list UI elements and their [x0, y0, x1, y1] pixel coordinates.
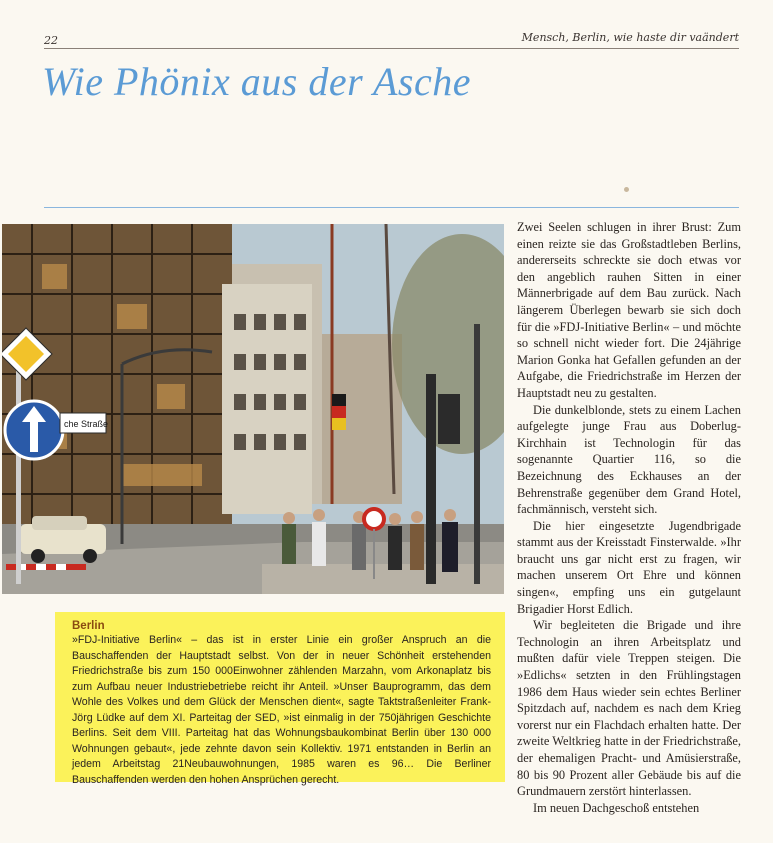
article-paragraph: Zwei Seelen schlugen in ihrer Brust: Zum einen reizte sie das Großstadtleben Berlins, andererseits schreckte sie doch etwas vor den angeblich rauhen Sitten in einer Männerbrigade auf dem Bau zurück. Nach längerem Überlegen bewarb sie sich doch für die »FDJ-Initiative Berlin« – und möchte so schnell nicht wieder fort. Die 24jährige Marion Gonka hat Gefallen gefunden an der Aufgabe, die Friedrichstraße im Herzen der Hauptstadt neu zu gestalten. — [517, 220, 741, 400]
page-title: Wie Phönix aus der Asche — [42, 59, 471, 104]
running-head: Mensch, Berlin, wie haste dir vaändert — [521, 31, 739, 44]
article-column — [517, 219, 741, 816]
article-paragraph: Die dunkelblonde, stets zu einem Lachen aufgelegte junge Frau aus Doberlug-Kirchhain ist Technologin für das sogenannte Quartier 116, so die Bezeichnung des Eckhauses an der Behrenstraße gegenüber dem Grand Hotel, fachmännisch, versteht sich. — [517, 402, 741, 517]
construction-photo-illustration — [2, 224, 504, 594]
page-number: 22 — [44, 34, 58, 47]
street-sign-text: che Straße — [64, 419, 109, 429]
header-rule — [44, 48, 739, 49]
article-paragraph: Wir begleiteten die Brigade und ihre Technologin an ihren Arbeitsplatz und mußten dafür viele Treppen steigen. Die »Edlichs« setzten in den Frühlingstagen 1986 dem Haus wieder sein echtes Berliner Spitzdach auf, nachdem es nach dem Krieg vorerst nur ein Flachdach erhalten hatte. Der zweite Weltkrieg hatte in der Friedrichstraße, der ehemaligen Pracht- und Amüsierstraße, 80 bis 90 Prozent aller Gebäude bis auf die Grundmauern zerstört hinterlassen. — [517, 618, 741, 799]
caption-heading: Berlin — [72, 620, 105, 632]
article-paragraph: Die hier eingesetzte Jugendbrigade stammt aus der Kreisstadt Finsterwalde. »Ihr braucht uns gar nicht erst zu fragen, wir machen unserem Ort Ehre und können singen«, empfing uns ein gutgelaunt Brigadier Horst Edlich. — [517, 518, 741, 616]
construction-photo — [2, 224, 504, 594]
caption-body: »FDJ-Initiative Berlin« – das ist in erster Linie ein großer Anspruch an die Bauschaffenden der Hauptstadt selbst. Von der in neuer Schönheit erstehenden Friedrichstraße bis zum 150 000Einwohner zählenden Marzahn, vom Arkonaplatz bis zum Aufbau neuer Industriebetriebe reicht ihr Anteil. »Unser Bauprogramm, das dem Wohle des Volkes und dem Glück der Menschen dient«, sagte Taktstraßenleiter Frank-Jörg Lüdke auf dem XI. Parteitag der SED, »ist einmalig in der 750jährigen Geschichte Berlins. Seit dem VIII. Parteitag hat das Wohnungsbaukombinat Berlin über 130 000 Wohnungen gebaut«, jede zehnte davon sein Kollektiv. 1971 entstanden in Berlin an jedem Arbeitstag 21Neubauwohnungen, 1985 waren es 96… Die Berliner Bauschaffenden werden den hohen Ansprüchen gerecht. — [72, 634, 491, 786]
caption-box — [55, 612, 505, 786]
section-rule — [44, 207, 739, 208]
article-paragraph: Im neuen Dachgeschoß entstehen — [533, 800, 700, 815]
decorative-dot — [624, 187, 629, 192]
